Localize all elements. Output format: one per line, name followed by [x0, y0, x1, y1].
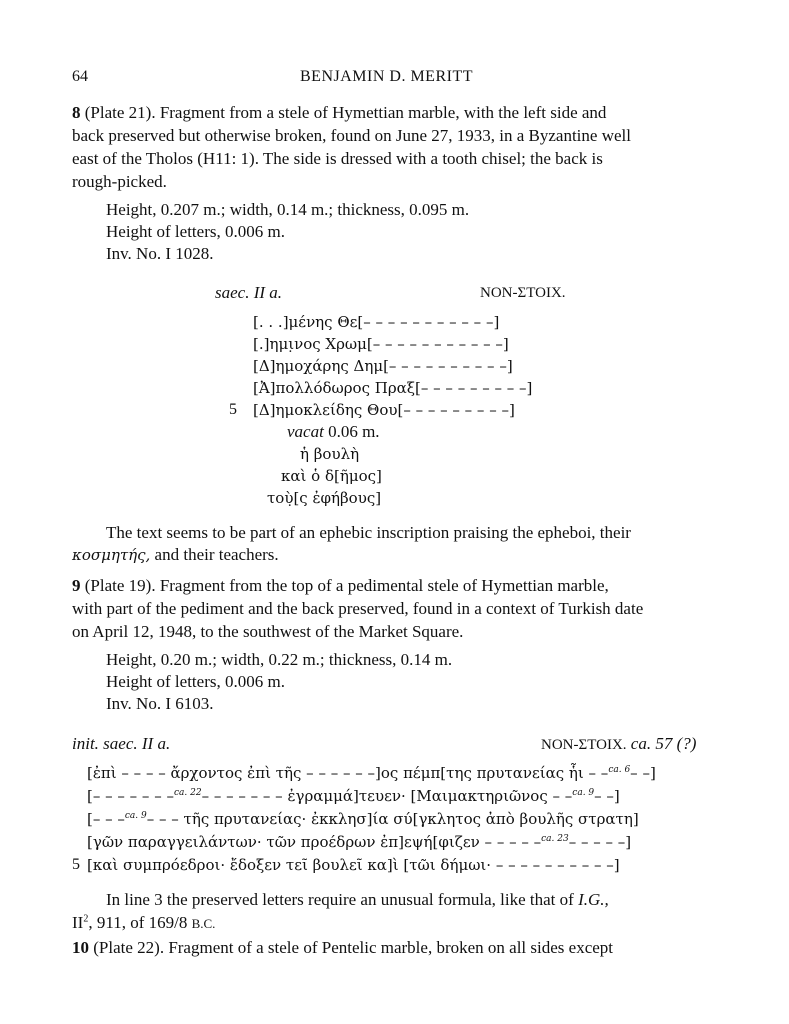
e9-t4-end: – – – – –] [568, 833, 632, 851]
entry-8-line-number-5: 5 [229, 401, 237, 418]
entry-9-text-line-1 [87, 762, 656, 784]
entry-9-date: init. saec. II a. [72, 734, 171, 753]
entry-9-style-label: NON-ΣΤΟΙΧ. [541, 737, 627, 753]
entry-8-text-line-5: [Δ]ημοκλείδης Θου[– – – – – – – – –] [253, 401, 515, 419]
entry-8-line-3: east of the Tholos (H11: 1). The side is dressed with a tooth chisel; the back is [72, 149, 603, 168]
e9-t2-end: – –] [594, 787, 620, 805]
e9-t1-end: – –] [630, 764, 656, 782]
entry-9-comment-1 [106, 889, 609, 911]
e9-t2-a: [– – – – – – – [87, 787, 174, 805]
e9-t1-a: [ἐπὶ – – – – ἄρχοντος ἐπὶ τῆς – – – – – –]ος πέμπ[της πρυτανείας ἧι – – [87, 764, 609, 782]
entry-8-comment-1: The text seems to be part of an ephebic inscription praising the epheboi, their [106, 523, 631, 542]
entry-8-text-line-3: [Δ]ημοχάρης Δημ[– – – – – – – – – –] [253, 357, 513, 375]
entry-8-line-4: rough-picked. [72, 172, 167, 191]
entry-8-vacat [287, 421, 380, 443]
e9-c2-bc: B.C. [191, 916, 216, 931]
entry-8-style: NON-ΣΤΟΙΧ. [480, 285, 566, 301]
entry-8-line-2: back preserved but otherwise broken, found on June 27, 1933, in a Byzantine well [72, 126, 631, 145]
entry-8-text-line-2: [.]ημι̣νος Χρωμ[– – – – – – – – – – –] [253, 335, 509, 353]
entry-9-line-number-5: 5 [72, 856, 80, 873]
entry-10-number: 10 [72, 938, 89, 957]
entry-8-letter-height: Height of letters, 0.006 m. [106, 222, 285, 241]
entry-9-style-count: ca. 57 (?) [630, 734, 697, 753]
comment-rest: and their teachers. [150, 545, 279, 564]
entry-9-measurements: Height, 0.20 m.; width, 0.22 m.; thickness, 0.14 m. [106, 650, 453, 669]
entry-9-text: (Plate 19). Fragment from the top of a pedimental stele of Hymettian marble, [84, 576, 609, 595]
entry-9-letter-height: Height of letters, 0.006 m. [106, 672, 285, 691]
e9-t3-ca: ca. 9 [124, 811, 147, 821]
entry-9-line-2: with part of the pediment and the back preserved, found in a context of Turkish date [72, 599, 644, 618]
entry-9-text-line-5: [καὶ συμπρόεδροι· ἔδοξεν τεῖ βουλεῖ κα]ὶ [τῶι δήμωι· – – – – – – – – – –] [87, 856, 620, 874]
entry-9-number: 9 [72, 576, 81, 595]
entry-8-text: (Plate 21). Fragment from a stele of Hymettian marble, with the left side and [84, 103, 607, 122]
vacat-word: vacat [287, 422, 324, 441]
e9-t2-b: – – – – – – – ἐγραμμά]τευεν· [Μαιμακτηριῶνος – – [201, 787, 573, 805]
entry-9-style [541, 733, 696, 756]
e9-t4-a: [γῶν παραγγειλάντων· τῶν προέδρων ἐπ]εψή[φιζεν – – – – – [87, 833, 542, 851]
entry-8-comment-2 [72, 544, 279, 566]
e9-t2-ca2: ca. 9 [572, 788, 595, 798]
entry-8-measurements: Height, 0.207 m.; width, 0.14 m.; thickness, 0.095 m. [106, 200, 470, 219]
e9-t3-b: – – – τῆς πρυτανείας· ἐκκλησ]ία σύ[γκλητος ἀπὸ βουλῆς στρατη] [146, 810, 639, 828]
e9-t3-a: [– – – [87, 810, 125, 828]
e9-c1-ig: I.G., [578, 890, 609, 909]
entry-8-text-line-4: [Ἀ]πολλόδωρος Πραξ[– – – – – – – – –] [253, 379, 533, 397]
e9-c2-sup: 2 [83, 913, 89, 925]
entry-9-text-line-4 [87, 831, 631, 853]
page-number: 64 [72, 68, 88, 85]
entry-8-inventory: Inv. No. I 1028. [106, 244, 214, 263]
e9-c2-b: , 911, of 169/8 [88, 913, 192, 932]
entry-9-inventory: Inv. No. I 6103. [106, 694, 214, 713]
entry-8-text-line-8: τοὺ̣[ς ἐφήβους] [267, 489, 382, 507]
entry-8-text-line-7: καὶ ὁ δ[ῆμος] [281, 467, 382, 485]
entry-8-date: saec. II a. [215, 283, 283, 302]
running-header: BENJAMIN D. MERITT [300, 68, 473, 85]
e9-c2-a: II [72, 913, 84, 932]
e9-c1-a: In line 3 the preserved letters require an unusual formula, like that of [106, 890, 579, 909]
entry-8-line-1 [72, 102, 606, 124]
e9-t4-ca: ca. 23 [541, 834, 569, 844]
entry-9-comment-2 [72, 912, 215, 935]
entry-10-line-1 [72, 937, 613, 959]
e9-t2-ca: ca. 22 [173, 788, 202, 798]
entry-8-text-line-1: [. . .]μένης Θε[– – – – – – – – – – –] [253, 313, 500, 331]
e9-t1-ca: ca. 6 [608, 765, 631, 775]
entry-8-text-line-6: ἡ βουλὴ [300, 445, 360, 463]
kosmetes-word: κοσμητής, [72, 546, 151, 564]
entry-9-line-1 [72, 575, 609, 597]
vacat-size: 0.06 m. [328, 422, 380, 441]
entry-10-text: (Plate 22). Fragment of a stele of Pentelic marble, broken on all sides except [93, 938, 614, 957]
entry-8-number: 8 [72, 103, 81, 122]
entry-9-line-3: on April 12, 1948, to the southwest of the Market Square. [72, 622, 464, 641]
entry-9-text-line-2 [87, 785, 620, 807]
entry-9-text-line-3 [87, 808, 639, 830]
